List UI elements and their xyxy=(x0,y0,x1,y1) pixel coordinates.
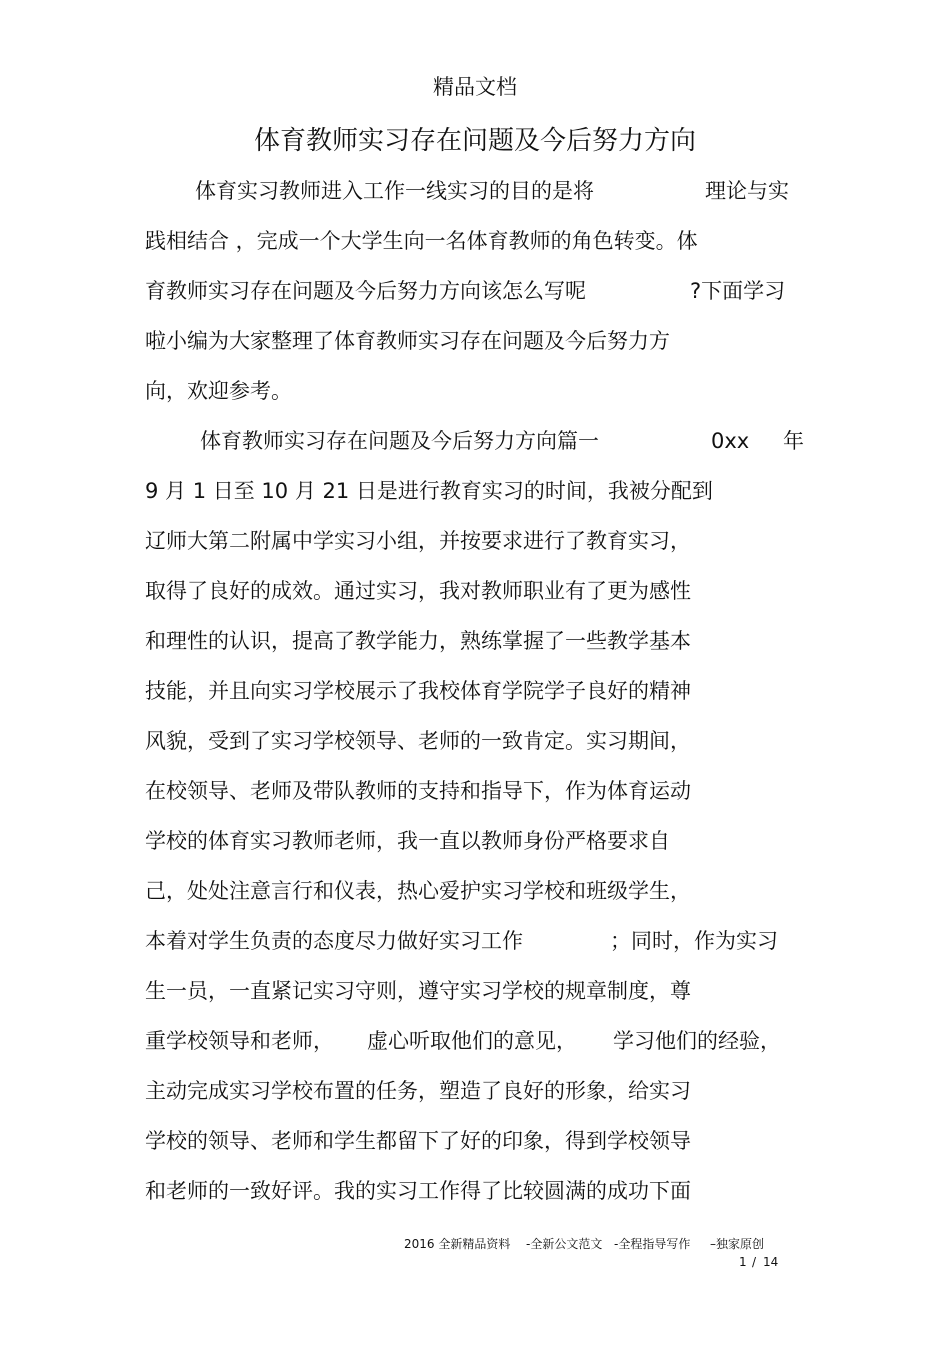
body-line xyxy=(0,424,950,458)
text-segment: 理论与实 xyxy=(705,179,789,203)
body-line xyxy=(0,924,950,958)
text-segment: 本着对学生负责的态度尽力做好实习工作 xyxy=(145,929,523,953)
text-segment: 虚心听取他们的意见， xyxy=(367,1029,577,1053)
body-line xyxy=(0,324,950,358)
text-segment: 己，处处注意言行和仪表，热心爱护实习学校和班级学生， xyxy=(145,879,691,903)
text-segment: 重学校领导和老师， xyxy=(145,1029,334,1053)
text-segment: 体育实习教师进入工作一线实习的目的是将 xyxy=(195,179,594,203)
text-segment: 体育教师实习存在问题及今后努力方向篇一 xyxy=(200,429,599,453)
page-separator: / xyxy=(752,1255,757,1269)
body-line xyxy=(0,1124,950,1158)
footer-text: 2016 全新精品资料 xyxy=(404,1237,511,1251)
text-segment: 年 xyxy=(783,429,804,453)
page-header-label: 精品文档 xyxy=(433,75,517,99)
body-line xyxy=(0,774,950,808)
body-line xyxy=(0,374,950,408)
body-line xyxy=(0,574,950,608)
text-segment: 风貌，受到了实习学校领导、老师的一致肯定。实习期间， xyxy=(145,729,691,753)
page-current: 1 xyxy=(739,1255,747,1269)
text-segment: 学校的领导、老师和学生都留下了好的印象，得到学校领导 xyxy=(145,1129,691,1153)
body-line xyxy=(0,474,950,508)
body-line xyxy=(0,1024,950,1058)
body-line xyxy=(0,274,950,308)
text-segment: 取得了良好的成效。通过实习，我对教师职业有了更为感性 xyxy=(145,579,691,603)
text-segment: 在校领导、老师及带队教师的支持和指导下，作为体育运动 xyxy=(145,779,691,803)
text-segment: 育教师实习存在问题及今后努力方向该怎么写呢 xyxy=(145,279,586,303)
footer-text: –独家原创 xyxy=(710,1237,765,1251)
body-line xyxy=(0,824,950,858)
body-line xyxy=(0,524,950,558)
body-line xyxy=(0,174,950,208)
text-segment: ；同时，作为实习 xyxy=(610,929,778,953)
text-segment: ?下面学习 xyxy=(690,279,786,303)
text-segment: 0xx xyxy=(711,429,750,453)
text-segment: 学习他们的经验， xyxy=(613,1029,781,1053)
text-segment: 主动完成实习学校布置的任务，塑造了良好的形象，给实习 xyxy=(145,1079,691,1103)
text-segment: 践相结合 ，完成一个大学生向一名体育教师的角色转变。体 xyxy=(145,229,698,253)
body-line xyxy=(0,974,950,1008)
text-segment: 辽师大第二附属中学实习小组，并按要求进行了教育实习， xyxy=(145,529,691,553)
text-segment: 9 月 1 日至 10 月 21 日是进行教育实习的时间，我被分配到 xyxy=(145,479,713,503)
page-total: 14 xyxy=(763,1255,779,1269)
text-segment: 向，欢迎参考。 xyxy=(145,379,292,403)
body-line xyxy=(0,224,950,258)
body-line xyxy=(0,874,950,908)
footer-text: -全程指导写作 xyxy=(614,1237,691,1251)
footer-text: -全新公文范文 xyxy=(526,1237,603,1251)
text-segment: 和理性的认识，提高了教学能力，熟练掌握了一些教学基本 xyxy=(145,629,691,653)
body-line xyxy=(0,1074,950,1108)
body-line xyxy=(0,1174,950,1208)
text-segment: 生一员，一直紧记实习守则，遵守实习学校的规章制度，尊 xyxy=(145,979,691,1003)
document-title: 体育教师实习存在问题及今后努力方向 xyxy=(253,126,696,156)
text-segment: 啦小编为大家整理了体育教师实习存在问题及今后努力方 xyxy=(145,329,670,353)
text-segment: 和老师的一致好评。我的实习工作得了比较圆满的成功下面 xyxy=(145,1179,691,1203)
body-line xyxy=(0,674,950,708)
text-segment: 学校的体育实习教师老师，我一直以教师身份严格要求自 xyxy=(145,829,670,853)
text-segment: 技能，并且向实习学校展示了我校体育学院学子良好的精神 xyxy=(145,679,691,703)
body-line xyxy=(0,724,950,758)
body-line xyxy=(0,624,950,658)
